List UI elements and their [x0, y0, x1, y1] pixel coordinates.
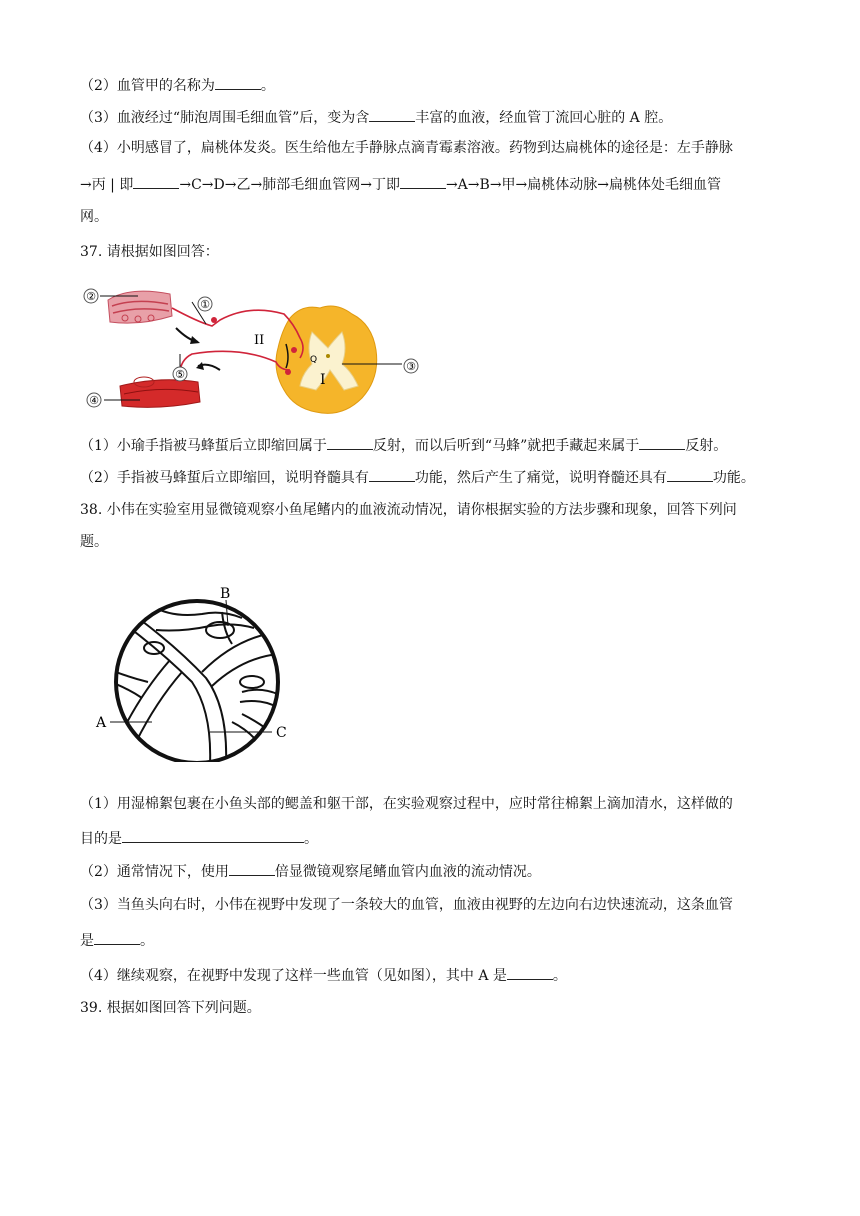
figure-label: ① — [200, 298, 210, 311]
answer-blank[interactable] — [369, 106, 415, 122]
figure-label: A — [96, 715, 107, 731]
q38-title-line1: 38. 小伟在实验室用显微镜观察小鱼尾鳍内的血液流动情况，请你根据实验的方法步骤和现象，回答下列问 — [80, 502, 737, 518]
answer-blank[interactable] — [639, 434, 685, 450]
answer-blank[interactable] — [667, 466, 713, 482]
motor-neuron-path — [176, 351, 290, 382]
answer-blank[interactable] — [94, 929, 140, 945]
q36-4-line2: →丙 | 即 →C→D→乙→肺部毛细血管网→丁即 →A→B→甲→扁桃体动脉→扁桃体处毛细血管 — [80, 173, 721, 195]
q38-1-line2: 目的是 。 — [80, 827, 318, 849]
figure-label: ⑤ — [175, 368, 185, 381]
q36-3: （3）血液经过“肺泡周围毛细血管”后，变为含 丰富的血液，经血管丁流回心脏的 A 腔。 — [80, 106, 672, 128]
figure-label: B — [220, 586, 231, 602]
q38-1-line1: （1）用湿棉絮包裹在小鱼头部的鳃盖和躯干部，在实验观察过程中，应时常往棉絮上滴加清水，这样做的 — [80, 796, 733, 812]
q38-3-line2: 是 。 — [80, 929, 154, 951]
fish-tail-blood-vessel-figure — [92, 582, 302, 762]
answer-blank[interactable] — [327, 434, 373, 450]
figure-label: II — [254, 333, 265, 348]
figure-label: ④ — [89, 394, 99, 407]
figure-label: C — [276, 725, 287, 741]
q37-1: （1）小瑜手指被马蜂蜇后立即缩回属于 反射，而以后听到“马蜂”就把手藏起来属于 反射。 — [80, 434, 727, 456]
q38-title-line2: 题。 — [80, 534, 108, 550]
answer-blank[interactable] — [215, 74, 261, 90]
muscle-effector — [120, 377, 200, 407]
q39-title: 39. 根据如图回答下列问题。 — [80, 1000, 261, 1016]
answer-blank[interactable] — [229, 860, 275, 876]
answer-blank[interactable] — [369, 466, 415, 482]
figure-label: ③ — [406, 360, 416, 373]
q37-title: 37. 请根据如图回答： — [80, 244, 219, 260]
q38-3-line1: （3）当鱼头向右时，小伟在视野中发现了一条较大的血管，血液由视野的左边向右边快速流动，这条血管 — [80, 897, 733, 913]
figure-label: ② — [86, 290, 96, 303]
q37-2: （2）手指被马蜂蜇后立即缩回，说明脊髓具有 功能，然后产生了痛觉，说明脊髓还具有 功能。 — [80, 466, 755, 488]
figure-label: Q — [310, 355, 318, 365]
q36-4-line1: （4）小明感冒了，扁桃体发炎。医生给他左手静脉点滴青霉素溶液。药物到达扁桃体的途径是：左手静脉 — [80, 140, 733, 156]
q38-4: （4）继续观察，在视野中发现了这样一些血管（见如图），其中 A 是 。 — [80, 964, 567, 986]
reflex-arc-figure — [80, 278, 440, 418]
q36-4-line3: 网。 — [80, 209, 108, 225]
answer-blank[interactable] — [507, 964, 553, 980]
answer-blank[interactable] — [133, 173, 179, 189]
answer-blank[interactable] — [400, 173, 446, 189]
q36-2: （2）血管甲的名称为 。 — [80, 74, 275, 96]
figure-label: I — [320, 372, 326, 388]
q38-2: （2）通常情况下，使用 倍显微镜观察尾鳍血管内血液的流动情况。 — [80, 860, 541, 882]
answer-blank[interactable] — [122, 827, 304, 843]
